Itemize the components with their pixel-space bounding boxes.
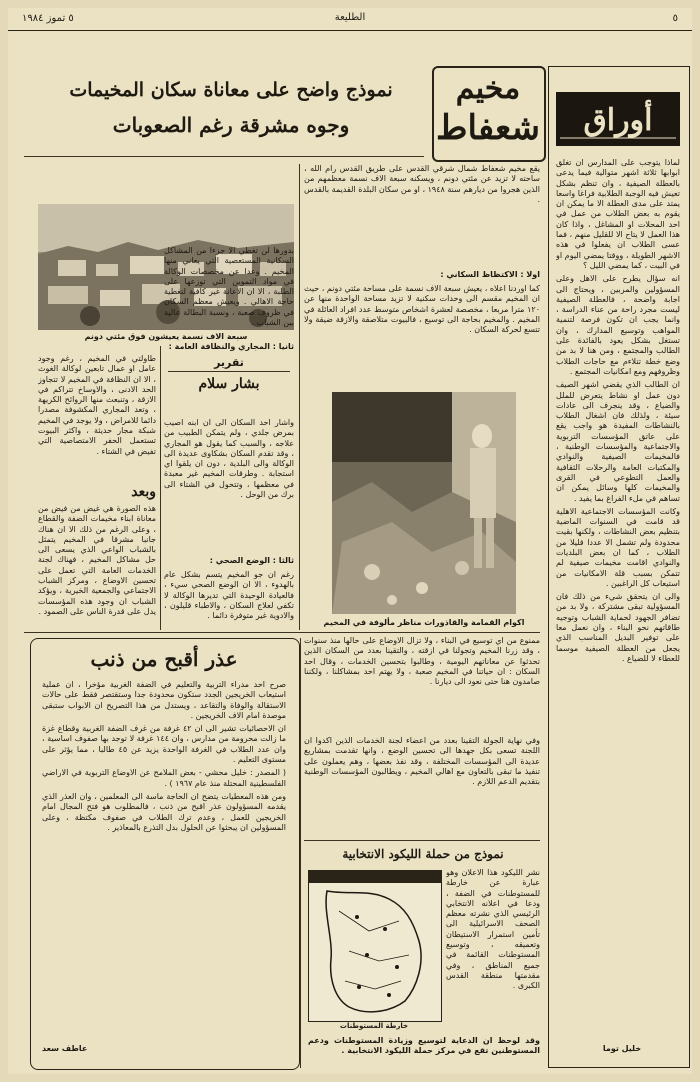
likud-text: نشر الليكود هذا الاعلان وهو عبارة عن خارطة للمستوطنات في الضفة ، ودعا في اعلانه الانتخابي الرئيسي الذي نشرته معظم الصحف الاسرائيلية الى تأمين استمرار الاستيطان وتعميقه ، وتوسيع المستوطنات القائمة في جميع المناطق ، وفي مقدمتها منطقة القدس الكبرى .	[446, 868, 540, 991]
section-2-continued: واشار احد السكان الى ان ابنه اصيب بمرض جلدي ، ولم يتمكن الطبيب من علاجه ، والسبب كما يقول هو المجاري ، وقد تقدم السكان بشكاوى عديدة الى الوكالة والى البلدية ، دون ان يلقوا اي استجابة . وطرقات المخيم غير معبدة في معظمها ، وتتحول في الشتاء الى برك من الوحل .	[164, 418, 294, 500]
section-3-title: ثالثا : الوضع الصحي :	[209, 556, 294, 565]
newspaper-page	[8, 8, 692, 1074]
section-3-text: رغم ان جو المخيم يتسم بشكل عام بالهدوء ، الا ان الوضع الصحي سيء ، فالعيادة الوحيدة التي تديرها الوكالة لا تكفي لعلاج السكان ، والاطباء قليلون ، والادوية غير متوفرة دائما .	[164, 570, 294, 621]
likud-footnote: وقد لوحظ ان الدعاية لتوسيع وزيادة المستوطنات ودعم المستوطنين تقع في مركز حملة الليكود الانتخابية .	[308, 1036, 540, 1056]
camp-title-line1: مخيم	[455, 71, 521, 106]
reporter-label: تقرير	[168, 356, 290, 372]
section-1-title: اولا : الاكتظاظ السكاني :	[440, 270, 540, 279]
page-header	[8, 8, 692, 31]
section-4-title: وبعد	[131, 484, 156, 500]
opinion-paragraph: صرح احد مدراء التربية والتعليم في الضفة الغربية مؤخرا ، ان عملية استيعاب الخريجين الجدد ستكون محدودة جدا وستقتصر فقط على حالات الاستقالة والوفاة والتقاعد ، ويستدل من هذا التصريح ان الابواب ستبقى موصدة امام الاف الخريجين .	[42, 680, 286, 720]
likud-map-caption: خارطة المستوطنات	[339, 1022, 409, 1030]
opinion-title: عذر أقبح من ذنب	[90, 647, 238, 671]
awraq-paragraph: والى ان يتحقق شيء من ذلك فان المسؤولية تبقى مشتركة ، ولا بد من تضافر الجهود لحماية الشباب وتوجيه طاقاتهم نحو البناء ، وان نعمل معا على توفير البديل المناسب الذي يجعل من العطلة الصيفية موسما للعطاء لا للضياع .	[556, 592, 680, 663]
column-rule	[300, 638, 301, 1068]
headline-rule	[24, 156, 424, 157]
opinion-text	[42, 680, 286, 1032]
settlements-map	[308, 870, 442, 1022]
opinion-paragraph: ومن هذه المعطيات يتضح ان الحاجة ماسة الى المعلمين ، وان العذر الذي يقدمه المسؤولون عذر اقبح من ذنب ، فالمطلوب هو فتح المجال امام الخريجين للعمل ، وعدم ترك الطلاب في صفوف مكتظة ، وعلى المسؤولين ان يبحثوا عن الحلول بدل التذرع بالمعاذير .	[42, 791, 286, 832]
section-divider	[24, 632, 540, 633]
section-4-text: هذه الصورة هي غيض من فيض من معاناة ابناء مخيمات الضفة والقطاع ، وعلى الرغم من ذلك الا ان هناك جانبا مشرقا في المخيم يتمثل بالشباب الواعي الذي يسعى الى حل مشاكل المخيم ، فهناك لجنة الخدمات العامة التي تعمل على تحسين الاوضاع ، ومركز الشباب الاجتماعي والجمعية الخيرية ، ويؤكد الشباب ان وجود هذه المؤسسات يدل على قدرة الناس على الصمود .	[38, 504, 156, 616]
awraq-logo-text: أوراق	[583, 103, 653, 138]
publication-name: الطليعة	[334, 12, 366, 23]
awraq-text	[556, 158, 680, 1038]
headline-1: نموذج واضح على معاناة سكان المخيمات	[69, 79, 393, 101]
opinion-author: عاطف سعد	[42, 1044, 88, 1053]
awraq-paragraph: انه سؤال يطرح على الاهل وعلى المسؤولين والمربين ، ويحتاج الى اجابة واضحة ، فالعطلة الصيفية ليست مجرد راحة من عناء الدراسة ، وانما يجب ان تكون فرصة لتنمية المواهب وتوسيع المدارك ، وان تستغل بشكل يعود بالفائدة على الطالب والمجتمع ، ومن هنا لا بد من وضع خطة تتلاءم مع حاجات الطلاب وظروفهم ومع امكانيات المجتمع .	[556, 274, 680, 376]
awraq-author: خليل توما	[602, 1044, 642, 1053]
section-2-text: طاولتي في المخيم ، رغم وجود عامل او عمال تابعين لوكالة الغوث ، الا ان النظافة في المخيم لا تتجاوز الحد الادنى ، والاوساخ تتراكم في الازقة ، وتنبعث منها الروائح الكريهة ، وتعد المجاري المكشوفة مصدرا دائما للامراض ، ولا يوجد في المخيم شبكة مجار حديثة ، واكثر البيوت تستعمل الحفر الامتصاصية التي تفيض في الشتاء .	[38, 354, 156, 456]
reporter-byline	[168, 356, 290, 406]
opinion-paragraph: ( المصدر : خليل محشي - بعض الملامح عن الاوضاع التربوية في الاراضي الفلسطينية المحتلة منذ عام ١٩٦٧ ) .	[42, 768, 286, 788]
issue-date: ٥ تموز ١٩٨٤	[22, 13, 74, 24]
awraq-paragraph: لماذا يتوجب على المدارس ان تغلق ابوابها ثلاثة اشهر متوالية فيما يدعى بالعطلة الصيفية ، وان تنظم بشكل تعيش فيه الوجبة الطلابية فراغا واسعا يمتد على مدى العطلة الا ما يمكن ان يقوم به بعض الطلاب من عمل في احد المحلات او المشاغل ، واذا كان هذا العمل لا يتاح الا للقليل منهم ، فما عسى الطلاب ان يفعلوا في هذه الاشهر الطويلة ، ووقتا يمضي اليوم او في البيت ، كما يمضي الليل ؟	[556, 158, 680, 270]
awraq-paragraph: ان الطالب الذي يقضي اشهر الصيف دون عمل او نشاط يتعرض للملل والضياع ، وقد ينجرف الى عادات سيئة ، ولذلك فان اشغال الطلاب بالنشاطات المفيدة هو واجب يقع على عاتق المؤسسات التربوية والاجتماعية والمؤسسات الوطنية ، فالمخيمات الصيفية والنوادي والمكتبات العامة والرحلات الثقافية والعمل التطوعي في القرى والمخيمات كلها وسائل يمكن ان تساهم في ملء الفراغ بما يفيد .	[556, 380, 680, 503]
reporter-name: بشار سلام	[198, 376, 260, 392]
shuafat-intro: يقع مخيم شعفاط شمال شرقي القدس على طريق القدس رام الله ، ساحته لا تزيد عن مئتي دونم ، ويسكنه سبعة الاف نسمة معظمهم من الذين هجروا من ديارهم سنة ١٩٤٨ ، او من سكان البلدة القديمة بالقدس .	[304, 164, 540, 204]
shuafat-bottom-text: ممنوع من اي توسيع في البناء ، ولا تزال الاوضاع على حالها منذ سنوات ، وقد زرنا المخيم وتجولنا في ازقته ، والتقينا بعدد من السكان الذين تحدثوا عن معاناتهم اليومية ، وطالبوا بتحسين الخدمات ، وقال احد السكان : ان حياتنا في المخيم صعبة ، ولا يهتم احد بمشاكلنا ، ولكننا صامدون هنا حتى نعود الى ديارنا .	[304, 636, 540, 687]
likud-title: نموذج من حملة الليكود الانتخابية	[342, 847, 504, 861]
column-rule	[299, 164, 300, 630]
headline-2: وجوه مشرقة رغم الصعوبات	[112, 113, 350, 137]
awraq-paragraph: وكانت المؤسسات الاجتماعية الاهلية قد قامت في السنوات الماضية بتنظيم بعض النشاطات ، ولكنها بقيت محدودة ولم تشمل الا عددا قليلا من الطلاب ، كما ان بعض البلديات والنوادي اقامت مخيمات صيفية لم تتمكن بسبب قلة الامكانيات من استيعاب كل الراغبين .	[556, 506, 680, 588]
awraq-logo	[556, 92, 680, 146]
camp-title-line2: شعفاط	[436, 108, 540, 148]
section-divider	[304, 840, 540, 841]
garbage-photo	[332, 392, 516, 614]
section-2-title: ثانيا : المجاري والنظافة العامة :	[168, 342, 294, 351]
opinion-paragraph: ان الاحصائيات تشير الى ان ٤٢ غرفة من غرف الضفة الغربية وقطاع غزة ما زالت محرومة من مدارس ، وان ١٤٤ غرفة لا توجد بها صفوف اساسية ، وان عدد الطلاب في الغرفة الواحدة يزيد عن ٤٥ طالبا ، مما يؤثر على مستوى التعليم .	[42, 724, 286, 765]
page-number: ٥	[672, 13, 678, 24]
column-rule	[160, 346, 161, 630]
section-1-continued: بدورها لن تغطي الا جزءا من المشاكل السكانية المستعصية التي يعاني منها المخيم . وعدا عن مخصصات الوكالة في مواد التموين التي توزعها على الطلبة ، الا ان الاعانة غير كافية لتغطية حاجة الاهالي . ويعيش معظم السكان في ظروف صعبة ، ونسبة البطالة عالية بين الشباب .	[164, 246, 294, 328]
photo1-caption: سبعة الاف نسمة يعيشون فوق مئتي دونم	[84, 332, 248, 341]
shuafat-bottom-text-2: وفي نهاية الجولة التقينا بعدد من اعضاء لجنة الخدمات الذين اكدوا ان اللجنة تسعى بكل جهدها الى تحسين الوضع ، وانها تقدمت بمشاريع عديدة الى المؤسسات المختلفة ، وقد نفذ بعضها ، وهم يعملون على تنفيذ ما تبقى بالتعاون مع اهالي المخيم ، ويطالبون المؤسسات الوطنية بتقديم الدعم اللازم .	[304, 736, 540, 787]
section-1-text: كما اوردنا اعلاه ، يعيش سبعة الاف نسمة على مساحة مئتي دونم ، حيث ان المخيم مقسم الى وحدات سكنية لا تزيد مساحة الواحدة منها عن ١٢٠ مترا مربعا ، مخصصة لعشرة اشخاص متوسط عدد افراد العائلة في المخيم . والمخيم بحاجة الى توسيع ، فالبيوت متلاصقة والازقة ضيقة ولا تتسع لحركة السكان .	[304, 284, 540, 335]
photo2-caption: اكوام القمامة والقاذورات مناظر مألوفة في المخيم	[323, 618, 525, 627]
